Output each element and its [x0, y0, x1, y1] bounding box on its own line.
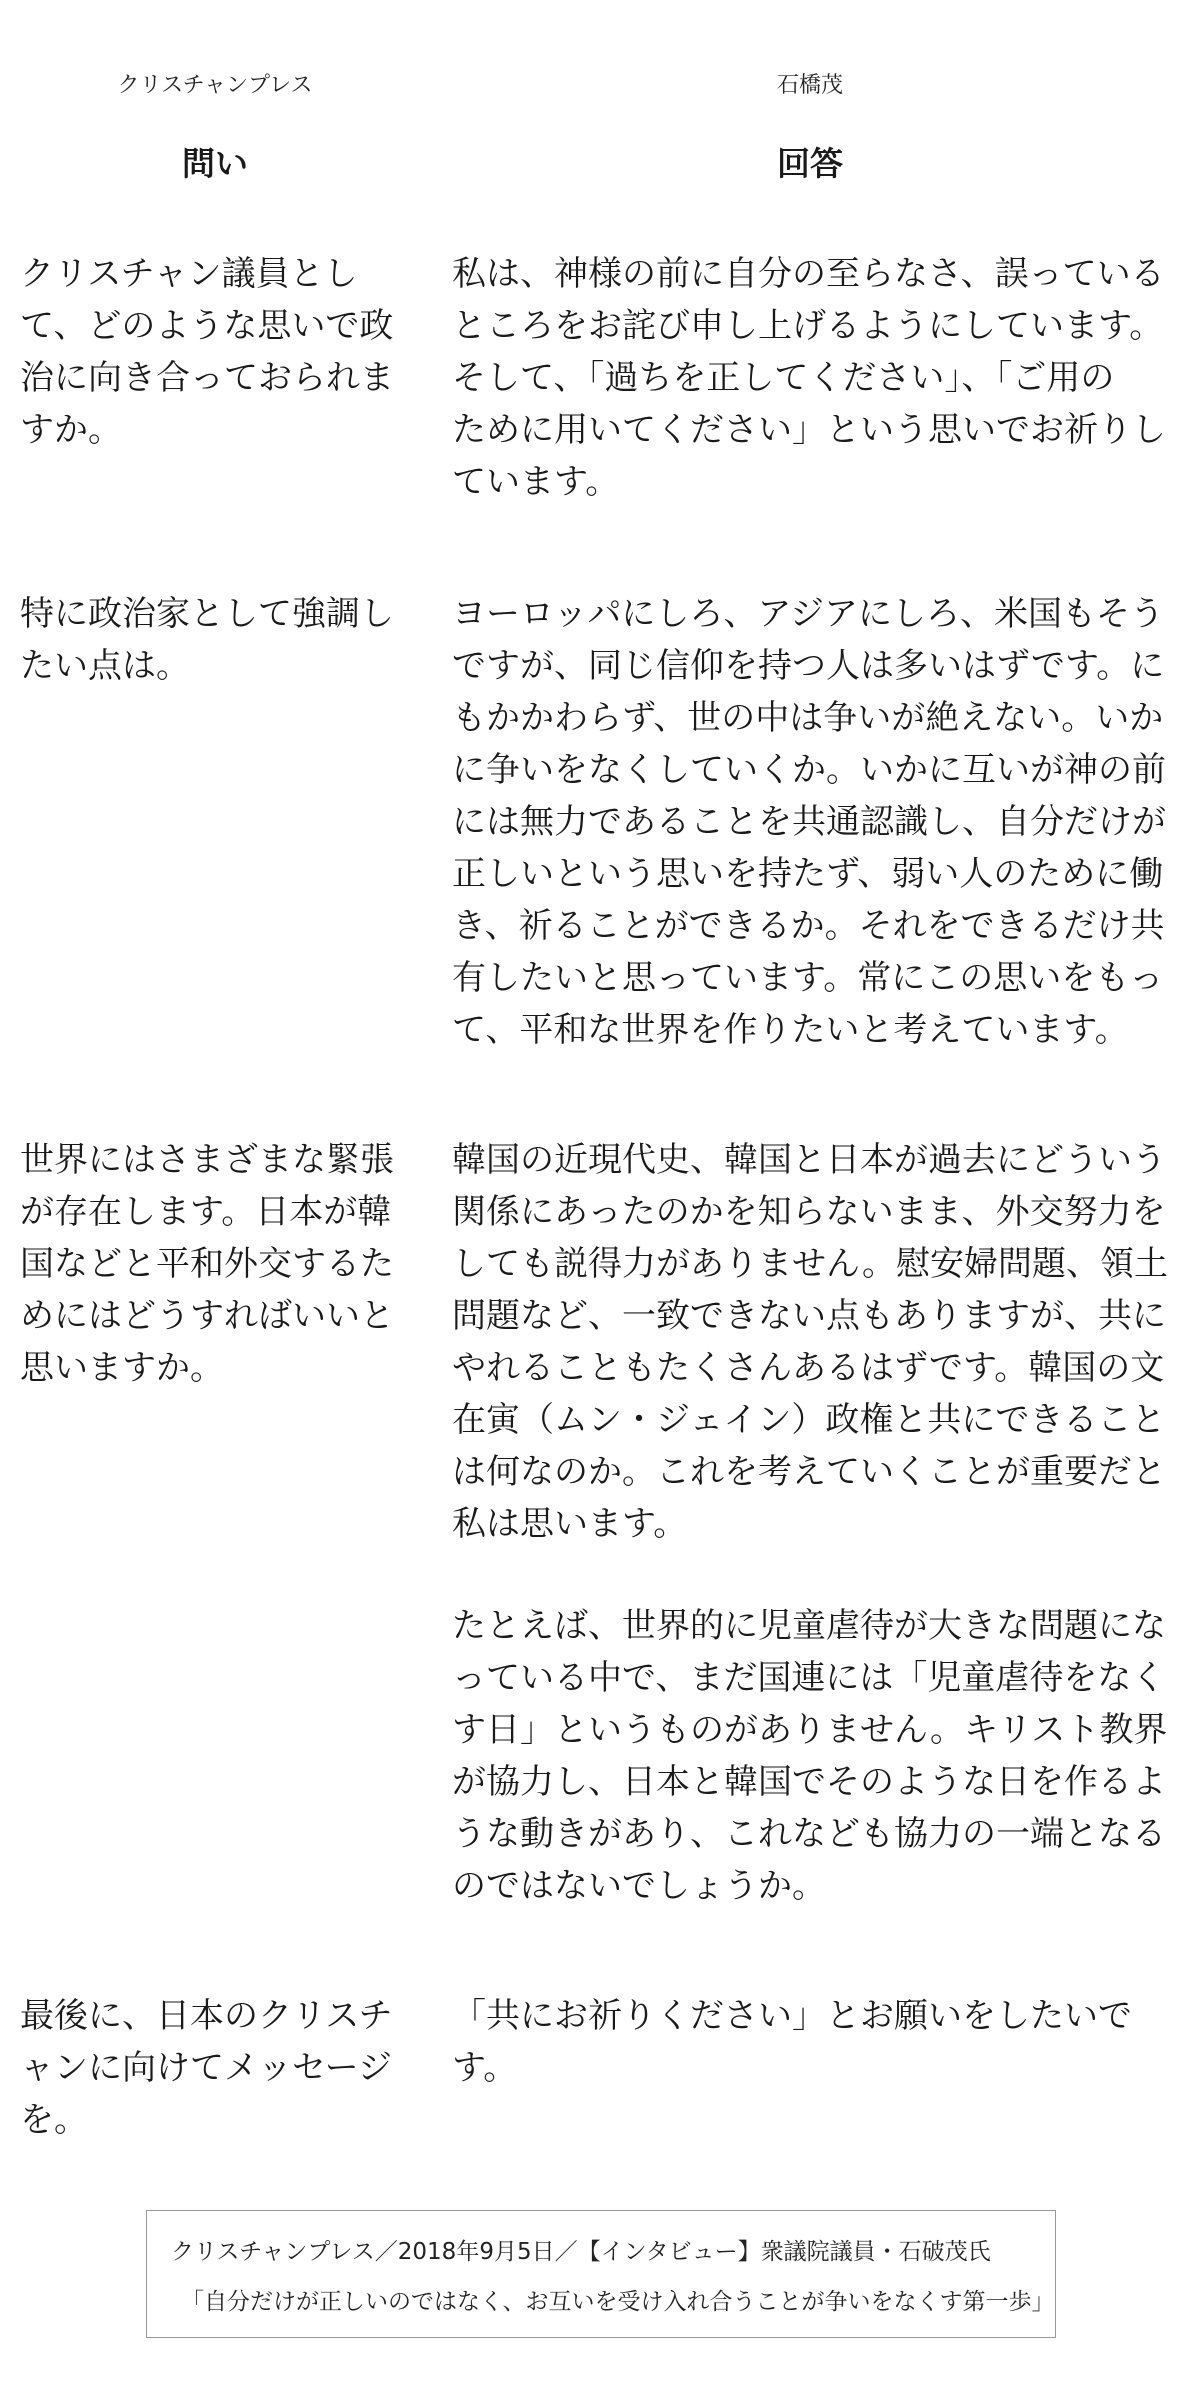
answer-4: 「共にお祈りください」とお願いをしたいで す。 — [452, 1996, 1132, 2088]
answer-1: 私は、神様の前に自分の至らなさ、誤っている ところをお詫び申し上げるようにしています。 そして、「過ちを正してください」、「ご用の ために用いてください」という思いでお祈りし ています。 — [452, 254, 1166, 502]
citation-title-line: 「自分だけが正しいのではなく、お互いを受け入れ合うことが争いをなくす第一歩」 — [181, 2289, 1055, 2315]
question-2: 特に政治家として強調し たい点は。 — [20, 594, 394, 686]
answer-2: ヨーロッパにしろ、アジアにしろ、米国もそう ですが、同じ信仰を持つ人は多いはずです。に もかかわらず、世の中は争いが絶えない。いか に争いをなくしていくか。いかに互いが神の前 には無力であることを共通認識し、自分だけが 正しいという思いを持たず、弱い人のために働 き、祈ることができるか。それをできるだけ共 有したいと思っています。常にこの思いをもっ て、平和な世界を作りたいと考えています。 — [452, 594, 1166, 1050]
question-4: 最後に、日本のクリスチ ャンに向けてメッセージ を。 — [20, 1996, 393, 2140]
question-1: クリスチャン議員とし て、どのような思いで政 治に向き合っておられま すか。 — [20, 254, 394, 450]
citation-source-line: クリスチャンプレス／2018年9月5日／【インタビュー】衆議院議員・石破茂氏 — [171, 2239, 991, 2265]
answer-3: 韓国の近現代史、韓国と日本が過去にどういう 関係にあったのかを知らないまま、外交努力を しても説得力がありません。慰安婦問題、領土 問題など、一致できない点もありますが、共に やれることもたくさんあるはずです。韓国の文 在寅（ムン・ジェイン）政権と共にできること は何なのか。これを考えていくことが重要だと 私は思います。 — [452, 1140, 1169, 1544]
answer-column-header: 回答 — [777, 144, 843, 183]
question-3: 世界にはさまざまな緊張 が存在します。日本が韓 国などと平和外交するた めにはどうすればいいと 思いますか。 — [20, 1140, 394, 1388]
question-source-label: クリスチャンプレス — [117, 73, 313, 98]
answer-3-continued: たとえば、世界的に児童虐待が大きな問題にな っている中で、まだ国連には「児童虐待をなく す日」というものがありません。キリスト教界 が協力し、日本と韓国でそのような日を作るよ うな動きがあり、これなども協力の一端となる のではないでしょうか。 — [452, 1606, 1168, 1906]
question-column-header: 問い — [182, 144, 248, 183]
answer-source-label: 石橋茂 — [776, 73, 843, 98]
citation-box — [146, 2210, 1056, 2338]
